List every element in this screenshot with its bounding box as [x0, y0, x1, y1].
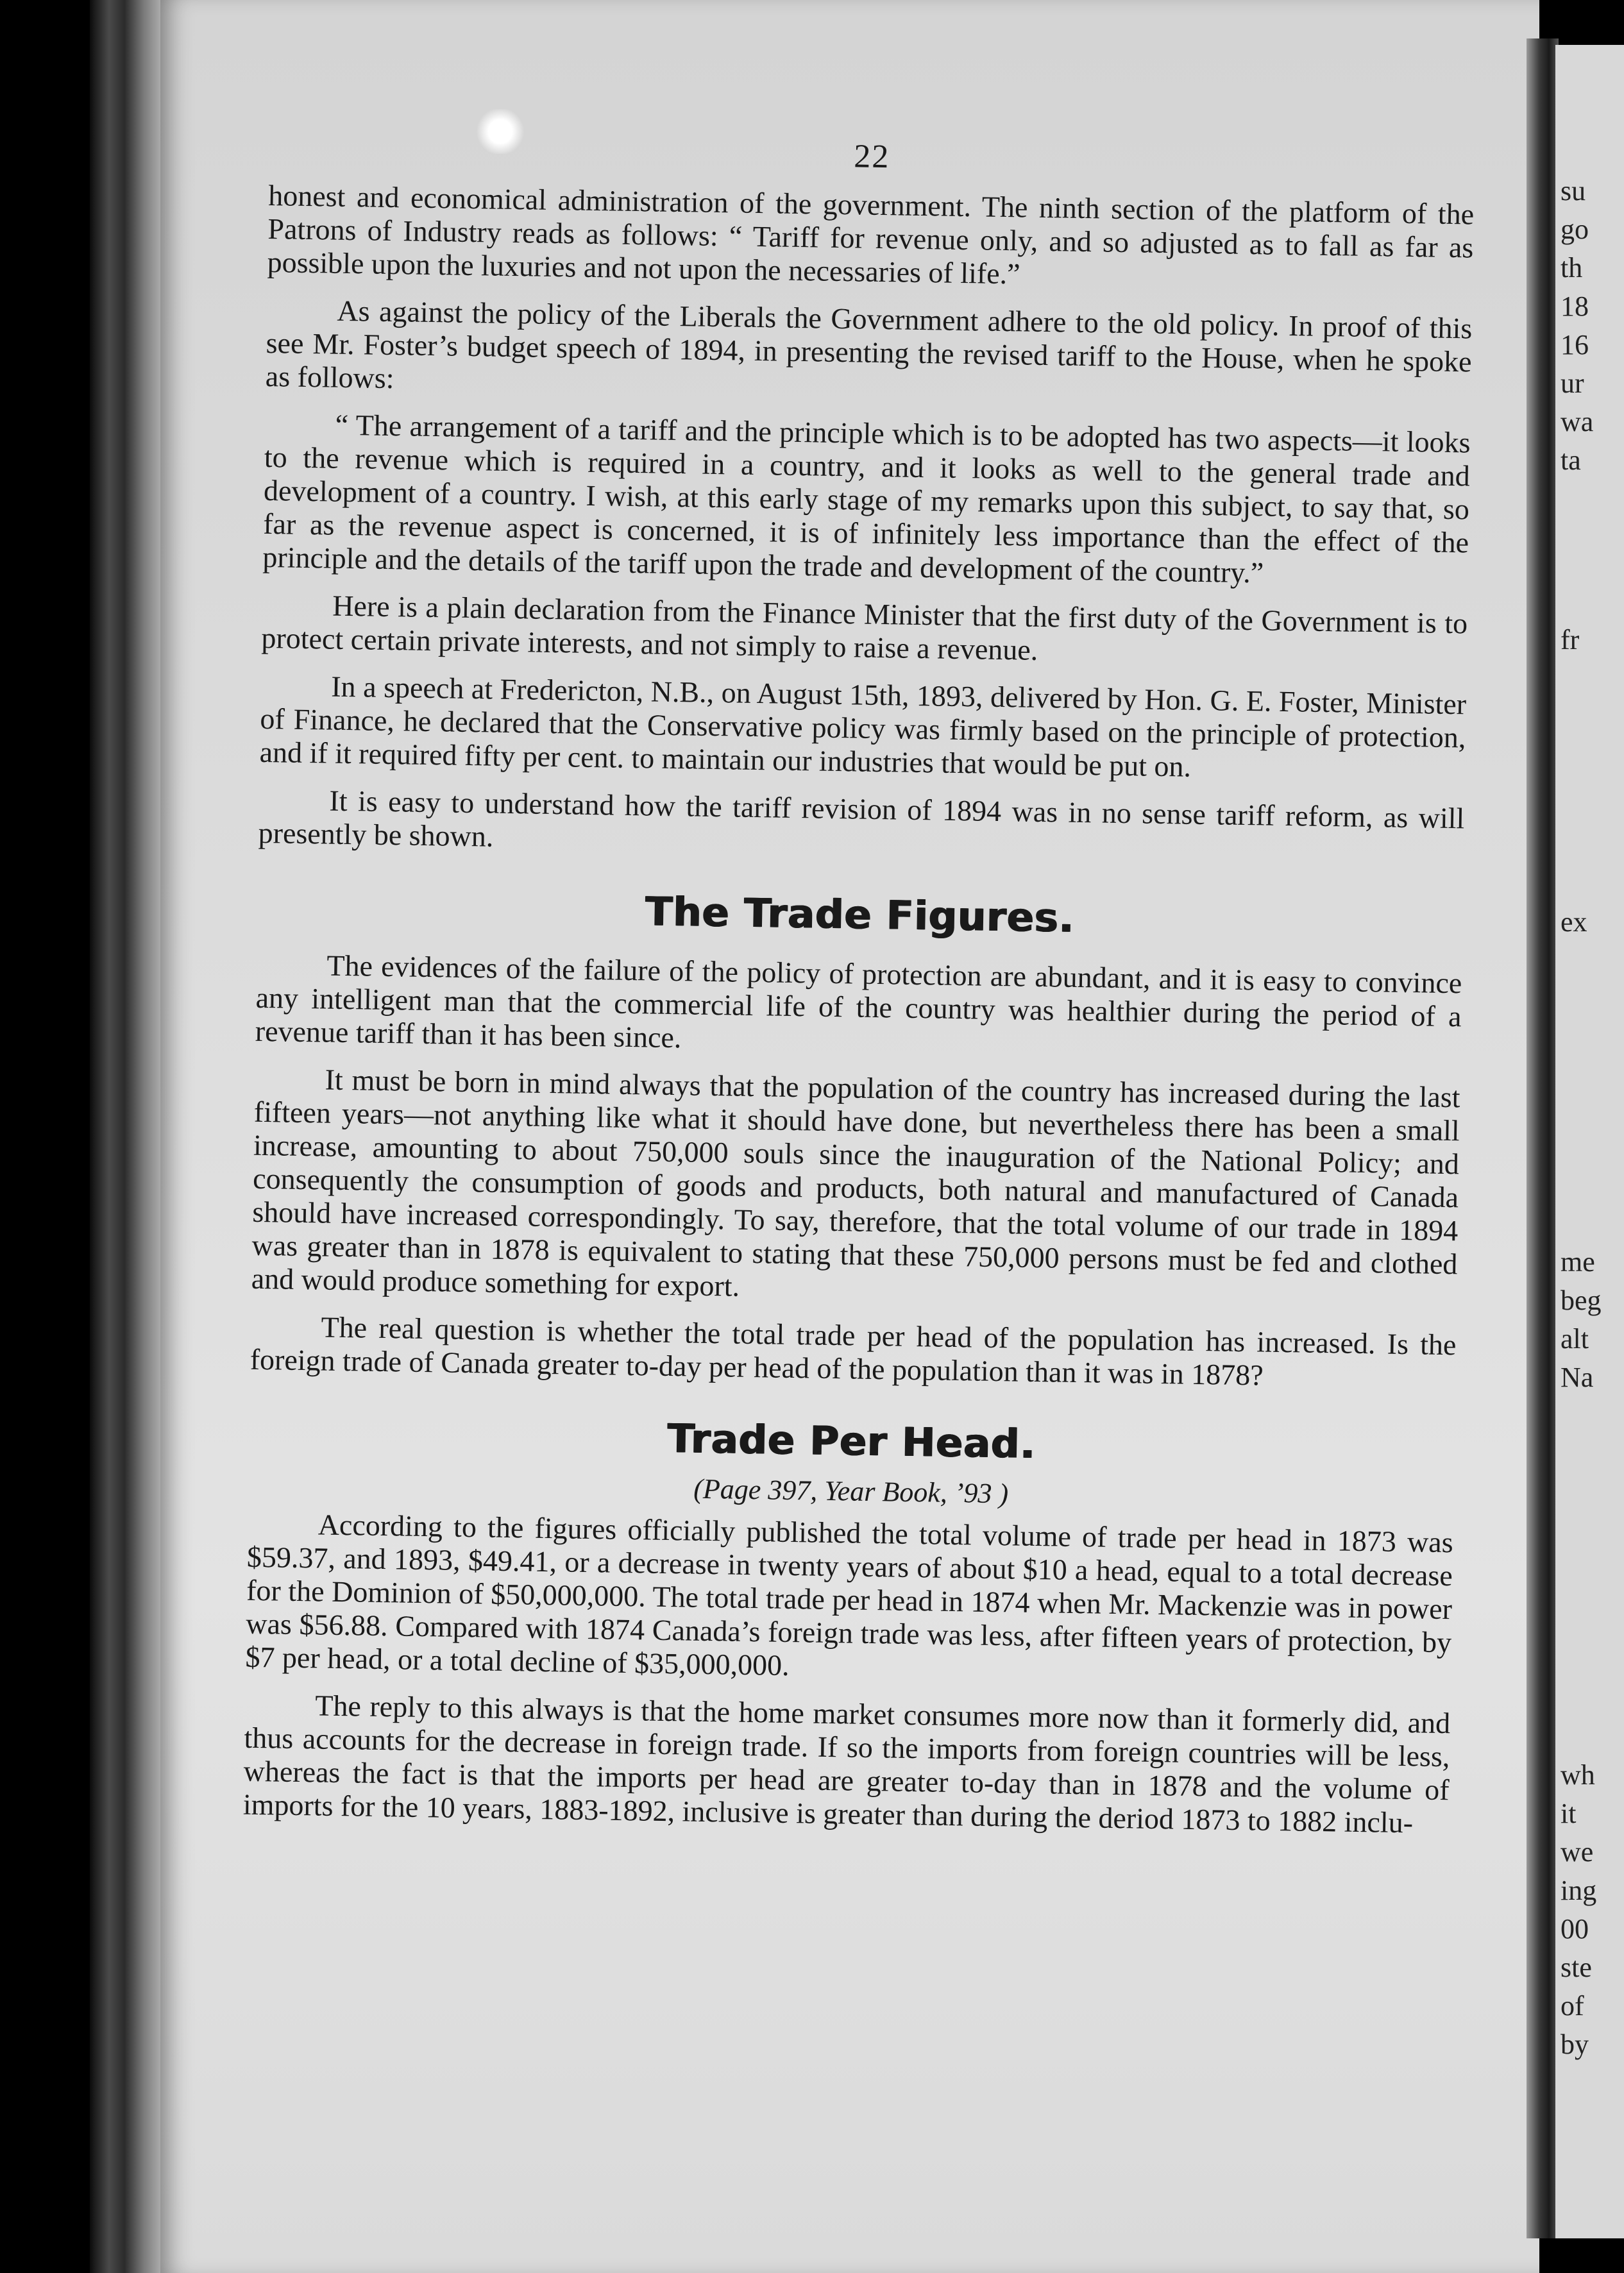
page-content	[242, 128, 1475, 1854]
paragraph: It is easy to understand how the tariff revision of 1894 was in no sense tariff reform, as will presently be shown.	[258, 784, 1465, 853]
adjacent-page-fragment: go	[1561, 214, 1589, 245]
paragraph: The real question is whether the total trade per head of the population has increased. Is the foreign trade of Canada greater to-day per head of the population than it was in 1878?	[250, 1310, 1457, 1392]
adjacent-page-fragment: 00	[1561, 1913, 1589, 1945]
adjacent-page-fragment: ur	[1561, 368, 1584, 399]
adjacent-page-fragment: it	[1561, 1798, 1577, 1829]
adjacent-page-fragment: beg	[1561, 1285, 1602, 1316]
paragraph: The evidences of the failure of the policy of protection are abundant, and it is easy to convince any intelligent man that the commercial life of the country was healthier during the period of a revenue tariff than it has been since.	[255, 949, 1462, 1054]
adjacent-page-fragment: alt	[1561, 1323, 1589, 1355]
paragraph: As against the policy of the Liberals the Government adhere to the old policy. In proof of this see Mr. Foster’s budget speech of 1894, in presenting the revised tariff to the House, when he spoke as follows:	[265, 294, 1473, 395]
paragraph: honest and economical administration of the government. The ninth section of the platform of the Patrons of Industry reads as follows: “ Tariff for revenue only, and so adjusted as to fall as far as possible upon the luxuries and not upon the necessaries of life.”	[267, 178, 1475, 291]
adjacent-page-fragment: by	[1561, 2029, 1589, 2060]
adjacent-page-fragment: 18	[1561, 291, 1589, 322]
paragraph: It must be born in mind always that the population of the country has increased during the last fifteen years—not anything like what it should have done, but nevertheless there has been a small increase, amounting to about 750,000 souls since the inauguration of the National Policy; and consequently the consumption of goods and products, both natural and manufactured of Canada should have increased correspondingly. To say, therefore, that the total volume of our trade in 1894 was greater than in 1878 is equivalent to stating that these 750,000 persons must be fed and clothed and would produce something for export.	[251, 1063, 1460, 1303]
section-heading-trade-per-head: Trade Per Head.	[667, 1415, 1036, 1468]
adjacent-page-fragment: wh	[1561, 1759, 1595, 1791]
adjacent-page-fragment: wa	[1561, 406, 1594, 437]
book-spine-edge	[90, 0, 167, 2273]
paragraph: In a speech at Fredericton, N.B., on August 15th, 1893, delivered by Hon. G. E. Foster, Minister of Finance, he declared that the Conservative policy was firmly based on the principle of protection, and if it required fifty per cent. to maintain our industries that would be put on.	[259, 670, 1467, 783]
paragraph: The reply to this always is that the home market consumes more now than it formerly did, and thus accounts for the decrease in foreign trade. If so the imports from foreign countries will be less, whereas the fact is that the imports per head are greater to-day than in 1878 and the volume of imports for the 10 years, 1883-1892, inclusive is greater than during the deriod 1873 to 1882 inclu-	[242, 1689, 1451, 1839]
section-heading-trade-figures: The Trade Figures.	[645, 888, 1075, 942]
book-gutter	[1527, 38, 1559, 2238]
adjacent-page-fragment: fr	[1561, 624, 1580, 655]
paragraph: Here is a plain declaration from the Finance Minister that the first duty of the Government is to protect certain private interests, and not simply to raise a revenue.	[261, 589, 1468, 666]
adjacent-page-fragment: of	[1561, 1990, 1584, 2022]
adjacent-page-fragment: ste	[1561, 1952, 1592, 1983]
adjacent-page-fragment: th	[1561, 252, 1583, 283]
adjacent-page-fragment: Na	[1561, 1362, 1594, 1393]
adjacent-page-fragment: ex	[1561, 906, 1587, 938]
source-note: (Page 397, Year Book, ’93 )	[693, 1473, 1009, 1510]
adjacent-page-fragment: 16	[1561, 329, 1589, 360]
adjacent-page-fragment: we	[1561, 1836, 1594, 1868]
adjacent-page	[1555, 45, 1624, 2238]
adjacent-page-fragment: ta	[1561, 444, 1581, 476]
page-number: 22	[853, 138, 890, 176]
adjacent-page-fragment: me	[1561, 1246, 1595, 1278]
adjacent-page-fragment: su	[1561, 175, 1586, 207]
paragraph: According to the figures officially published the total volume of trade per head in 1873 was $59.37, and 1893, $49.41, or a decrease in twenty years of about $10 a head, equal to a total decrease for the Dominion of $50,000,000. The total trade per head in 1874 when Mr. Mackenzie was in power was $56.88. Compared with 1874 Canada’s foreign trade was less, after fifteen years of protection, by $7 per head, or a total decline of $35,000,000.	[245, 1508, 1453, 1682]
quoted-paragraph: “ The arrangement of a tariff and the principle which is to be adopted has two aspects—it looks to the revenue which is required in a country, and it looks as well to the general trade and development of a country. I wish, at this early stage of my remarks upon this subject, to say that, so far as the revenue aspect is concerned, it is of infinitely less importance than the effect of the principle and the details of the tariff upon the trade and development of the country.”	[262, 408, 1471, 589]
adjacent-page-fragment: ing	[1561, 1875, 1597, 1906]
